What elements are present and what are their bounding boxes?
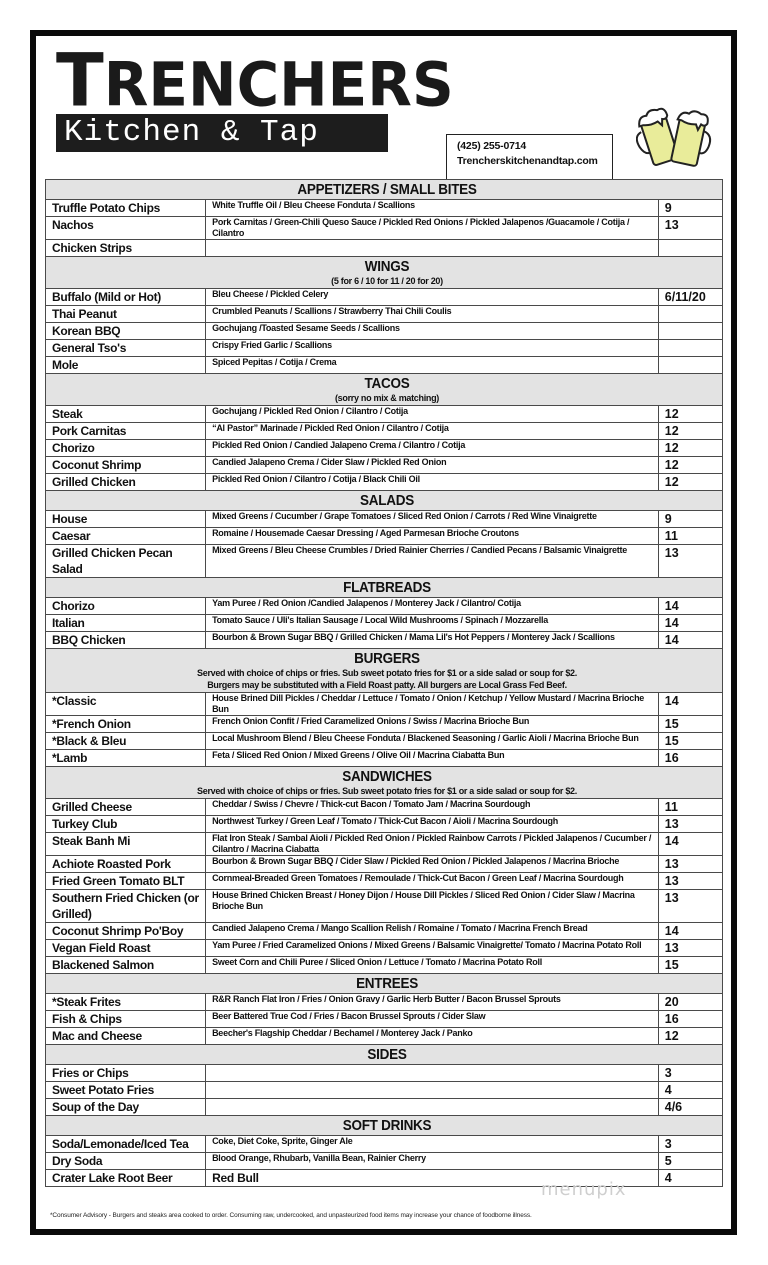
section-header-row — [46, 374, 723, 406]
menu-item-row — [46, 1028, 723, 1045]
item-price: 14 — [658, 615, 722, 632]
item-description — [206, 240, 659, 257]
section-header — [46, 767, 723, 799]
section-header-row — [46, 649, 723, 693]
watermark: menupix — [541, 1179, 627, 1200]
item-price: 12 — [658, 423, 722, 440]
menu-item-row — [46, 923, 723, 940]
menu-item-row — [46, 240, 723, 257]
item-name: Coconut Shrimp Po'Boy — [46, 923, 206, 940]
item-description: Sweet Corn and Chili Puree / Sliced Onion / Lettuce / Tomato / Macrina Potato Roll — [206, 957, 659, 974]
item-description: French Onion Confit / Fried Caramelized Onions / Swiss / Macrina Brioche Bun — [206, 716, 659, 733]
item-name: *Black & Bleu — [46, 733, 206, 750]
item-name: Mole — [46, 357, 206, 374]
item-description: Local Mushroom Blend / Bleu Cheese Fonduta / Blackened Seasoning / Garlic Aioli / Macrina Brioche Bun — [206, 733, 659, 750]
item-description: Flat Iron Steak / Sambal Aioli / Pickled Red Onion / Pickled Rainbow Carrots / Pickled Jalapenos / Cucumber / Cilantro / Macrina Ciabatta — [206, 833, 659, 856]
menu-item-row — [46, 1136, 723, 1153]
item-name: Korean BBQ — [46, 323, 206, 340]
item-price: 15 — [658, 957, 722, 974]
item-name: Steak Banh Mi — [46, 833, 206, 856]
menu-item-row — [46, 440, 723, 457]
item-name: *French Onion — [46, 716, 206, 733]
item-description — [206, 1082, 659, 1099]
item-price: 20 — [658, 994, 722, 1011]
section-title: SIDES — [367, 1046, 407, 1063]
item-name: Grilled Chicken — [46, 474, 206, 491]
item-description: Bourbon & Brown Sugar BBQ / Cider Slaw / Pickled Red Onion / Pickled Jalapenos / Macrina Brioche — [206, 856, 659, 873]
item-name: Thai Peanut — [46, 306, 206, 323]
item-price — [658, 306, 722, 323]
menu-item-row — [46, 289, 723, 306]
menu-table — [45, 179, 723, 1187]
menu-item-row — [46, 340, 723, 357]
item-name: Mac and Cheese — [46, 1028, 206, 1045]
item-description: Candied Jalapeno Crema / Mango Scallion Relish / Romaine / Tomato / Macrina French Bread — [206, 923, 659, 940]
item-price: 13 — [658, 545, 722, 578]
item-name: General Tso's — [46, 340, 206, 357]
item-price — [658, 240, 722, 257]
item-price: 9 — [658, 200, 722, 217]
menu-item-row — [46, 716, 723, 733]
section-header-row — [46, 974, 723, 994]
item-description: Beecher's Flagship Cheddar / Bechamel / Monterey Jack / Panko — [206, 1028, 659, 1045]
section-header — [46, 649, 723, 693]
section-title: SANDWICHES — [342, 768, 432, 785]
section-note: (5 for 6 / 10 for 11 / 20 for 20) — [331, 276, 443, 286]
item-description: Pickled Red Onion / Cilantro / Cotija / Black Chili Oil — [206, 474, 659, 491]
item-description: Tomato Sauce / Uli's Italian Sausage / Local Wild Mushrooms / Spinach / Mozzarella — [206, 615, 659, 632]
section-title: WINGS — [364, 258, 410, 275]
item-price: 13 — [658, 940, 722, 957]
section-header-row — [46, 767, 723, 799]
item-description: Romaine / Housemade Caesar Dressing / Aged Parmesan Brioche Croutons — [206, 528, 659, 545]
beer-mugs-icon — [636, 96, 716, 171]
item-price — [658, 357, 722, 374]
brand-tagline: Kitchen & Tap — [56, 114, 388, 152]
item-description: Candied Jalapeno Crema / Cider Slaw / Pickled Red Onion — [206, 457, 659, 474]
section-header — [46, 374, 723, 406]
menu-item-row — [46, 816, 723, 833]
menu-item-row — [46, 833, 723, 856]
item-name: Chorizo — [46, 440, 206, 457]
menu-body — [46, 180, 723, 1187]
menu-item-row — [46, 528, 723, 545]
item-name: Crater Lake Root Beer — [46, 1170, 206, 1187]
item-price: 11 — [658, 528, 722, 545]
section-title: FLATBREADS — [343, 579, 431, 596]
item-description: House Brined Chicken Breast / Honey Dijon / House Dill Pickles / Sliced Red Onion / Cider Slaw / Macrina Brioche Bun — [206, 890, 659, 923]
section-header-row — [46, 257, 723, 289]
section-header — [46, 1116, 723, 1136]
item-description: Cornmeal-Breaded Green Tomatoes / Remoulade / Thick-Cut Bacon / Green Leaf / Macrina Sourdough — [206, 873, 659, 890]
brand-name-rest: RENCHERS — [103, 48, 454, 121]
item-description: R&R Ranch Flat Iron / Fries / Onion Gravy / Garlic Herb Butter / Bacon Brussel Sprouts — [206, 994, 659, 1011]
item-description: Bleu Cheese / Pickled Celery — [206, 289, 659, 306]
contact-box — [446, 134, 613, 180]
item-description: Coke, Diet Coke, Sprite, Ginger Ale — [206, 1136, 659, 1153]
item-name: *Lamb — [46, 750, 206, 767]
menu-item-row — [46, 632, 723, 649]
menu-item-row — [46, 217, 723, 240]
menu-item-row — [46, 957, 723, 974]
menu-item-row — [46, 423, 723, 440]
section-header — [46, 974, 723, 994]
menu-item-row — [46, 457, 723, 474]
item-price: 3 — [658, 1065, 722, 1082]
item-description: Crumbled Peanuts / Scallions / Strawberry Thai Chili Coulis — [206, 306, 659, 323]
item-price: 14 — [658, 923, 722, 940]
menu-item-row — [46, 598, 723, 615]
menu-item-row — [46, 615, 723, 632]
item-price: 11 — [658, 799, 722, 816]
item-price: 16 — [658, 750, 722, 767]
item-description: Crispy Fried Garlic / Scallions — [206, 340, 659, 357]
item-name: *Classic — [46, 693, 206, 716]
item-price: 13 — [658, 856, 722, 873]
item-name: Dry Soda — [46, 1153, 206, 1170]
item-price: 14 — [658, 598, 722, 615]
section-header — [46, 491, 723, 511]
section-note: (sorry no mix & matching) — [334, 393, 440, 403]
item-name: Soda/Lemonade/Iced Tea — [46, 1136, 206, 1153]
item-name: Blackened Salmon — [46, 957, 206, 974]
menu-item-row — [46, 1065, 723, 1082]
item-name: Buffalo (Mild or Hot) — [46, 289, 206, 306]
item-name: Italian — [46, 615, 206, 632]
phone-number: (425) 255-0714 — [457, 140, 527, 152]
item-price: 13 — [658, 873, 722, 890]
item-name: Southern Fried Chicken (or Grilled) — [46, 890, 206, 923]
item-price: 12 — [658, 1028, 722, 1045]
brand-name — [56, 37, 454, 124]
section-header-row — [46, 578, 723, 598]
item-description: Mixed Greens / Bleu Cheese Crumbles / Dried Rainier Cherries / Candied Pecans / Balsamic Vinaigrette — [206, 545, 659, 578]
item-name: Truffle Potato Chips — [46, 200, 206, 217]
item-description: Northwest Turkey / Green Leaf / Tomato / Thick-Cut Bacon / Aioli / Macrina Sourdough — [206, 816, 659, 833]
item-description: Red Bull — [206, 1170, 659, 1187]
item-name: Grilled Chicken Pecan Salad — [46, 545, 206, 578]
consumer-advisory: *Consumer Advisory - Burgers and steaks area cooked to order. Consuming raw, undercooked, and unpasteurized food items may increase your chance of foodborne illness. — [50, 1212, 532, 1219]
item-price — [658, 323, 722, 340]
item-description: Gochujang /Toasted Sesame Seeds / Scallions — [206, 323, 659, 340]
item-description: Mixed Greens / Cucumber / Grape Tomatoes / Sliced Red Onion / Carrots / Red Wine Vinaigrette — [206, 511, 659, 528]
item-price: 13 — [658, 816, 722, 833]
item-name: Chorizo — [46, 598, 206, 615]
item-description: Blood Orange, Rhubarb, Vanilla Bean, Rainier Cherry — [206, 1153, 659, 1170]
menu-item-row — [46, 799, 723, 816]
item-price: 14 — [658, 693, 722, 716]
menu-item-row — [46, 1082, 723, 1099]
menu-item-row — [46, 1011, 723, 1028]
menu-item-row — [46, 856, 723, 873]
item-description: House Brined Dill Pickles / Cheddar / Lettuce / Tomato / Onion / Ketchup / Yellow Mustard / Macrina Brioche Bun — [206, 693, 659, 716]
section-title: SALADS — [360, 492, 414, 509]
menu-item-row — [46, 1153, 723, 1170]
item-description: Feta / Sliced Red Onion / Mixed Greens / Olive Oil / Macrina Ciabatta Bun — [206, 750, 659, 767]
item-price: 15 — [658, 733, 722, 750]
menu-item-row — [46, 750, 723, 767]
menu-item-row — [46, 474, 723, 491]
section-note: Served with choice of chips or fries. Sub sweet potato fries for $1 or a side salad or soup for $2. — [197, 668, 577, 678]
menu-item-row — [46, 357, 723, 374]
section-header-row — [46, 1045, 723, 1065]
section-title: APPETIZERS / SMALL BITES — [297, 181, 477, 198]
brand-name-initial: T — [56, 37, 104, 124]
item-name: House — [46, 511, 206, 528]
item-price: 5 — [658, 1153, 722, 1170]
item-name: Caesar — [46, 528, 206, 545]
item-name: Fried Green Tomato BLT — [46, 873, 206, 890]
item-price: 12 — [658, 474, 722, 491]
item-price: 4/6 — [658, 1099, 722, 1116]
section-title: BURGERS — [354, 650, 420, 667]
menu-item-row — [46, 873, 723, 890]
menu-item-row — [46, 306, 723, 323]
item-name: Sweet Potato Fries — [46, 1082, 206, 1099]
item-name: Achiote Roasted Pork — [46, 856, 206, 873]
section-note: Served with choice of chips or fries. Sub sweet potato fries for $1 or a side salad or soup for $2. — [197, 786, 577, 796]
item-price: 14 — [658, 833, 722, 856]
menu-frame — [30, 30, 737, 1235]
section-title: TACOS — [364, 375, 410, 392]
section-header — [46, 180, 723, 200]
item-description: “Al Pastor” Marinade / Pickled Red Onion / Cilantro / Cotija — [206, 423, 659, 440]
item-price: 9 — [658, 511, 722, 528]
item-price: 3 — [658, 1136, 722, 1153]
item-price: 14 — [658, 632, 722, 649]
item-name: Coconut Shrimp — [46, 457, 206, 474]
item-name: Nachos — [46, 217, 206, 240]
menu-item-row — [46, 323, 723, 340]
website-link[interactable]: Trencherskitchenandtap.com — [457, 155, 598, 167]
item-description: Pickled Red Onion / Candied Jalapeno Crema / Cilantro / Cotija — [206, 440, 659, 457]
menu-item-row — [46, 545, 723, 578]
item-description: Bourbon & Brown Sugar BBQ / Grilled Chicken / Mama Lil's Hot Peppers / Monterey Jack / Scallions — [206, 632, 659, 649]
item-description: White Truffle Oil / Bleu Cheese Fonduta / Scallions — [206, 200, 659, 217]
item-name: BBQ Chicken — [46, 632, 206, 649]
section-header-row — [46, 180, 723, 200]
section-title: SOFT DRINKS — [342, 1117, 432, 1134]
item-description: Spiced Pepitas / Cotija / Crema — [206, 357, 659, 374]
item-price: 13 — [658, 890, 722, 923]
item-name: Chicken Strips — [46, 240, 206, 257]
item-price: 12 — [658, 406, 722, 423]
item-description — [206, 1065, 659, 1082]
item-description: Beer Battered True Cod / Fries / Bacon Brussel Sprouts / Cider Slaw — [206, 1011, 659, 1028]
item-price: 12 — [658, 440, 722, 457]
section-note: Burgers may be substituted with a Field Roast patty. All burgers are Local Grass Fed Beef. — [207, 680, 567, 690]
item-name: Pork Carnitas — [46, 423, 206, 440]
item-description: Gochujang / Pickled Red Onion / Cilantro / Cotija — [206, 406, 659, 423]
item-price — [658, 340, 722, 357]
menu-item-row — [46, 511, 723, 528]
section-header — [46, 1045, 723, 1065]
item-price: 13 — [658, 217, 722, 240]
menu-item-row — [46, 1099, 723, 1116]
section-header — [46, 578, 723, 598]
item-price: 6/11/20 — [658, 289, 722, 306]
section-header — [46, 257, 723, 289]
item-price: 12 — [658, 457, 722, 474]
menu-item-row — [46, 693, 723, 716]
item-name: Vegan Field Roast — [46, 940, 206, 957]
item-description: Yam Puree / Red Onion /Candied Jalapenos / Monterey Jack / Cilantro/ Cotija — [206, 598, 659, 615]
menu-item-row — [46, 406, 723, 423]
item-name: Fries or Chips — [46, 1065, 206, 1082]
item-price: 4 — [658, 1170, 722, 1187]
item-name: Fish & Chips — [46, 1011, 206, 1028]
section-header-row — [46, 1116, 723, 1136]
item-price: 16 — [658, 1011, 722, 1028]
item-description: Yam Puree / Fried Caramelized Onions / Mixed Greens / Balsamic Vinaigrette/ Tomato / Macrina Potato Roll — [206, 940, 659, 957]
menu-item-row — [46, 940, 723, 957]
item-name: Steak — [46, 406, 206, 423]
item-price: 4 — [658, 1082, 722, 1099]
menu-item-row — [46, 733, 723, 750]
item-description — [206, 1099, 659, 1116]
menu-item-row — [46, 200, 723, 217]
menu-item-row — [46, 890, 723, 923]
section-title: ENTREES — [356, 975, 418, 992]
section-header-row — [46, 491, 723, 511]
item-name: *Steak Frites — [46, 994, 206, 1011]
item-description: Cheddar / Swiss / Chevre / Thick-cut Bacon / Tomato Jam / Macrina Sourdough — [206, 799, 659, 816]
item-description: Pork Carnitas / Green-Chili Queso Sauce / Pickled Red Onions / Pickled Jalapenos /Guacamole / Cotija / Cilantro — [206, 217, 659, 240]
item-name: Grilled Cheese — [46, 799, 206, 816]
item-price: 15 — [658, 716, 722, 733]
brand-logo — [56, 37, 454, 152]
menu-item-row — [46, 994, 723, 1011]
item-name: Turkey Club — [46, 816, 206, 833]
item-name: Soup of the Day — [46, 1099, 206, 1116]
